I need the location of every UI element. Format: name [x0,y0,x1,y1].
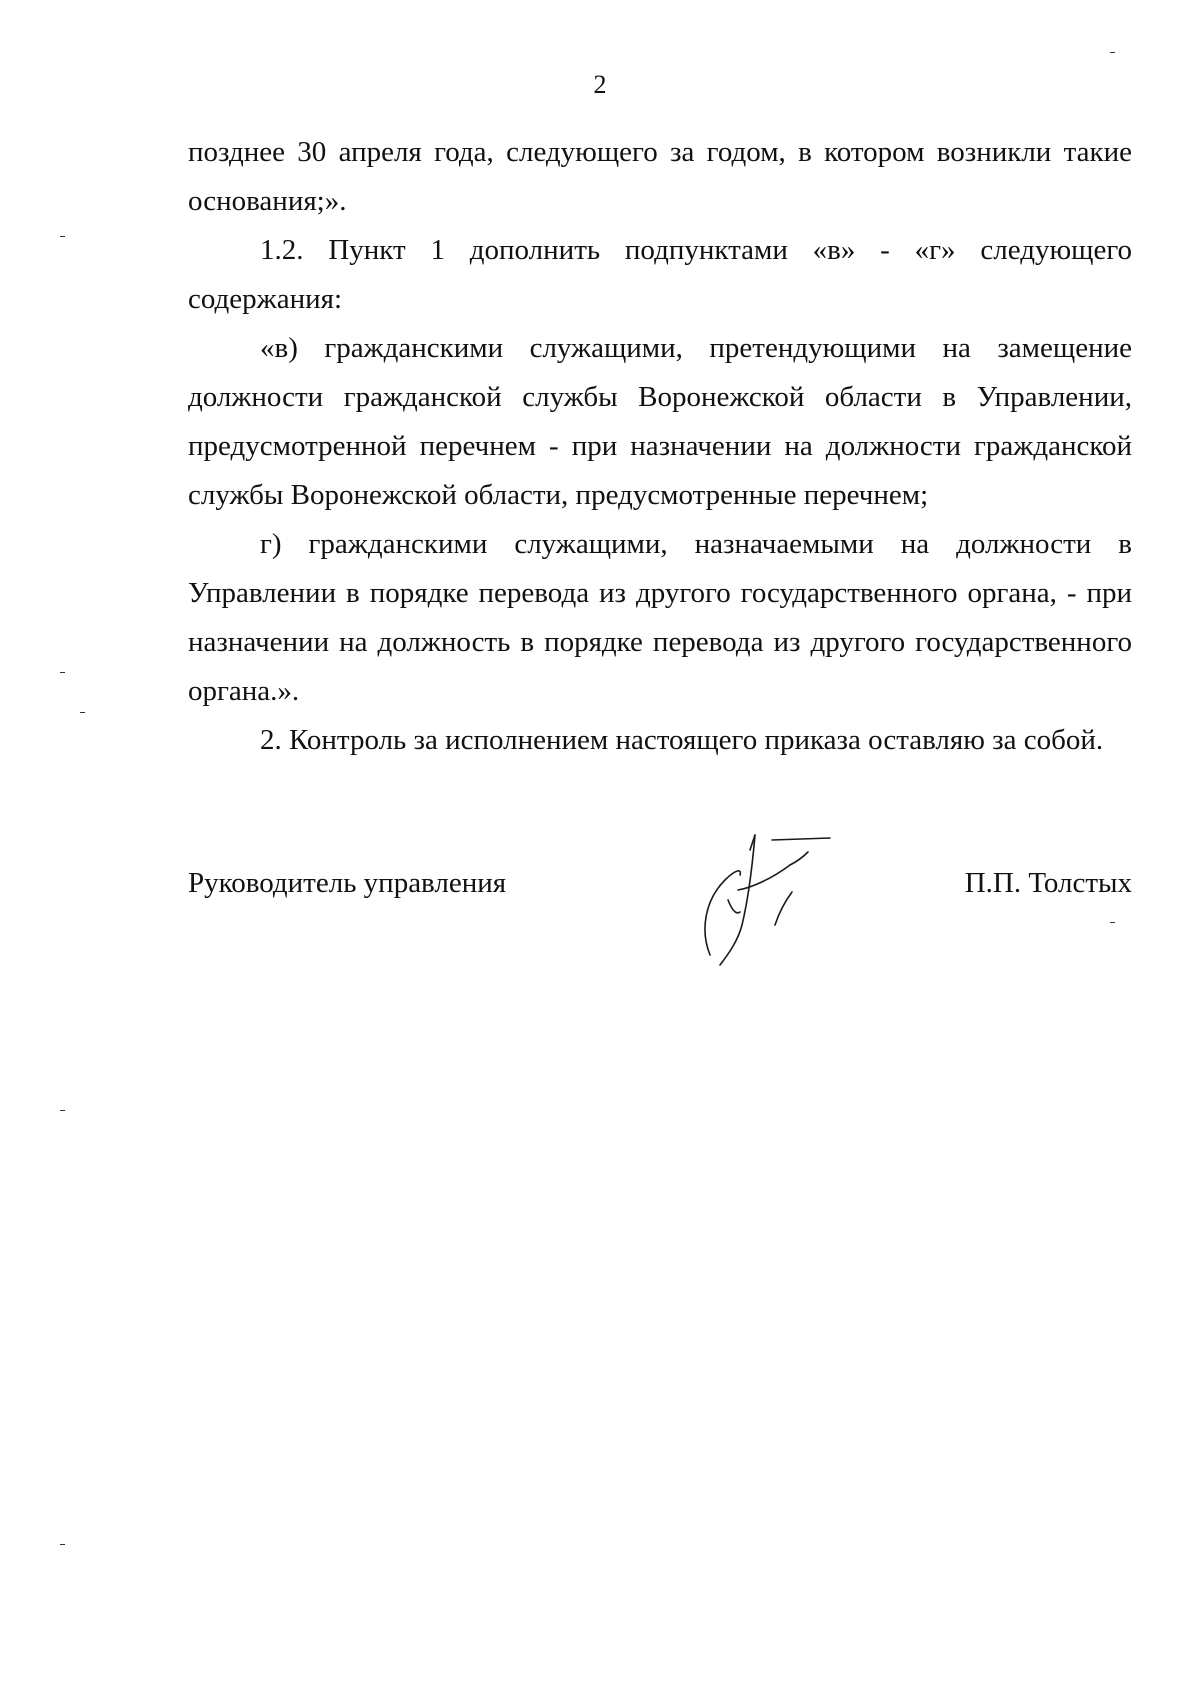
paragraph-continuation: позднее 30 апреля года, следующего за годом, в котором возникли такие основания;». [188,136,1132,217]
handwritten-signature [680,830,840,970]
signatory-name: П.П. Толстых [964,867,1132,899]
paragraph-item-2: 2. Контроль за исполнением настоящего приказа оставляю за собой. [260,724,1104,756]
scan-mark [60,236,65,237]
scan-mark [60,1110,65,1111]
signature-block [188,863,1132,903]
scan-mark [60,1544,65,1545]
paragraph-subitem-g: г) гражданскими служащими, назначаемыми на должности в Управлении в порядке перевода из другого государственного органа, - при назначении на должность в порядке перевода из другого государственного органа.». [188,528,1132,707]
signatory-role: Руководитель управления [188,867,507,899]
scan-mark [80,712,85,713]
paragraph-item-1-2: 1.2. Пункт 1 дополнить подпунктами «в» - «г» следующего содержания: [188,234,1132,315]
page-number: 2 [593,70,607,99]
paragraph-subitem-v: «в) гражданскими служащими, претендующими на замещение должности гражданской службы Воронежской области в Управлении, предусмотренной перечнем - при назначении на должности гражданской службы Воронежской области, предусмотренные перечнем; [188,332,1132,511]
document-body [188,128,1132,765]
scan-mark [1110,922,1115,923]
scan-mark [1110,52,1115,53]
scan-mark [60,672,65,673]
